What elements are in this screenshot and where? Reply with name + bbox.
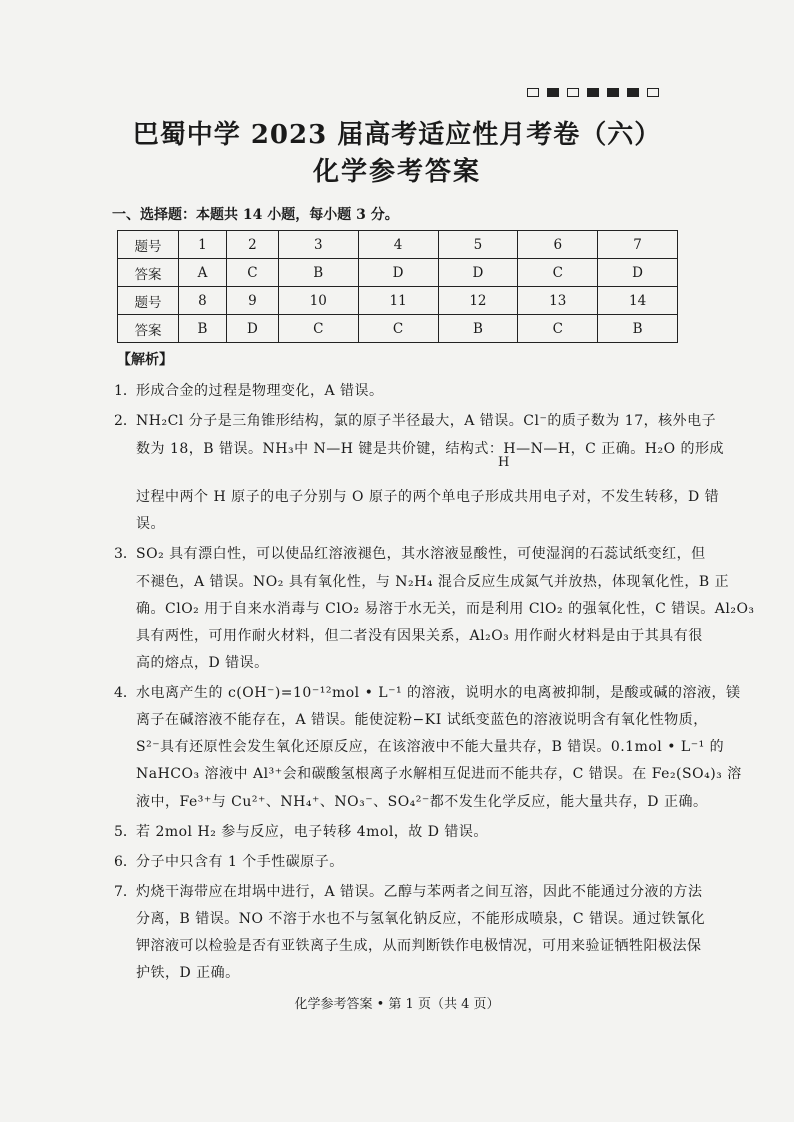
question-number: 1．	[114, 383, 137, 399]
explanation-line: 液中，Fe³⁺与 Cu²⁺、NH₄⁺、NO₃⁻、SO₄²⁻都不发生化学反应，能大量共存，D 正确。	[136, 794, 708, 810]
question-number: 3．	[114, 546, 137, 562]
explanation-line: 过程中两个 H 原子的电子分别与 O 原子的两个单电子形成共用电子对，不发生转移，D 错	[136, 489, 720, 505]
analysis-heading: 【解析】	[117, 352, 173, 368]
table-cell: 2	[226, 231, 278, 259]
table-cell: C	[226, 259, 278, 287]
explanation-line: S²⁻具有还原性会发生氧化还原反应，在该溶液中不能大量共存，B 错误。0.1mol • L⁻¹ 的	[136, 739, 725, 755]
empty-square-mark	[647, 88, 659, 97]
question-number: 5．	[114, 824, 137, 840]
table-cell: A	[179, 259, 227, 287]
explanation-line: 具有两性，可用作耐火材料，但二者没有因果关系，Al₂O₃ 用作耐火材料是由于其具有很	[136, 628, 703, 644]
table-row	[118, 231, 678, 259]
table-cell: 5	[438, 231, 518, 259]
question-number: 2．	[114, 413, 137, 429]
header-marks	[527, 88, 659, 97]
table-cell: C	[358, 315, 438, 343]
table-row-header: 题号	[118, 231, 179, 259]
explanation-line: SO₂ 具有漂白性，可以使品红溶液褪色，其水溶液显酸性，可使湿润的石蕊试纸变红，但	[136, 546, 706, 562]
filled-square-mark	[587, 88, 599, 97]
table-cell: 14	[598, 287, 678, 315]
explanation-line: 钾溶液可以检验是否有亚铁离子生成，从而判断铁作电极情况，可用来验证牺牲阳极法保	[136, 938, 702, 954]
table-row-header: 答案	[118, 259, 179, 287]
table-cell: 9	[226, 287, 278, 315]
explanation-line: NaHCO₃ 溶液中 Al³⁺会和碳酸氢根离子水解相互促进而不能共存，C 错误。在 Fe₂(SO₄)₃ 溶	[136, 766, 742, 782]
filled-square-mark	[607, 88, 619, 97]
table-cell: 6	[518, 231, 598, 259]
explanation-line: 形成合金的过程是物理变化，A 错误。	[136, 383, 384, 399]
table-cell: 3	[278, 231, 358, 259]
answer-table	[117, 230, 678, 343]
table-cell: 11	[358, 287, 438, 315]
table-row-header: 答案	[118, 315, 179, 343]
table-cell: C	[518, 259, 598, 287]
section-heading: 一、选择题：本题共 14 小题，每小题 3 分。	[112, 207, 399, 223]
explanation-line: 误。	[136, 516, 165, 532]
table-row	[118, 259, 678, 287]
explanation-line: 高的熔点，D 错误。	[136, 655, 269, 671]
explanation-line: 护铁，D 正确。	[136, 965, 240, 981]
table-cell: C	[278, 315, 358, 343]
explanation-line: 分子中只含有 1 个手性碳原子。	[136, 854, 344, 870]
table-cell: B	[278, 259, 358, 287]
table-cell: D	[598, 259, 678, 287]
filled-square-mark	[627, 88, 639, 97]
filled-square-mark	[547, 88, 559, 97]
explanation-line: 分离，B 错误。NO 不溶于水也不与氢氧化钠反应，不能形成喷泉，C 错误。通过铁氰化	[136, 911, 706, 927]
explanation-line: 不褪色，A 错误。NO₂ 具有氧化性，与 N₂H₄ 混合反应生成氮气并放热，体现氧化性，B 正	[136, 574, 730, 590]
table-row-header: 题号	[118, 287, 179, 315]
explanation-line: NH₂Cl 分子是三角锥形结构，氯的原子半径最大，A 错误。Cl⁻的质子数为 17，核外电子	[136, 413, 717, 429]
table-cell: B	[438, 315, 518, 343]
table-cell: D	[226, 315, 278, 343]
table-row	[118, 315, 678, 343]
table-cell: 13	[518, 287, 598, 315]
page-subtitle: 化学参考答案	[312, 157, 481, 187]
table-cell: 10	[278, 287, 358, 315]
explanation-line: 若 2mol H₂ 参与反应，电子转移 4mol，故 D 错误。	[136, 824, 488, 840]
table-cell: 1	[179, 231, 227, 259]
question-number: 4．	[114, 685, 137, 701]
explanation-line: 水电离产生的 c(OH⁻)=10⁻¹²mol • L⁻¹ 的溶液，说明水的电离被抑制，是酸或碱的溶液，镁	[136, 685, 741, 701]
page-footer: 化学参考答案 • 第 1 页（共 4 页）	[294, 997, 500, 1012]
empty-square-mark	[527, 88, 539, 97]
question-number: 7．	[114, 884, 137, 900]
table-cell: 8	[179, 287, 227, 315]
question-number: 6．	[114, 854, 137, 870]
table-cell: D	[358, 259, 438, 287]
table-cell: D	[438, 259, 518, 287]
table-cell: 12	[438, 287, 518, 315]
explanation-line: 数为 18，B 错误。NH₃中 N—H 键是共价键，结构式：H—N—H，C 正确。H₂O 的形成	[136, 441, 725, 457]
table-row	[118, 287, 678, 315]
structure-formula-h: H	[498, 455, 510, 470]
empty-square-mark	[567, 88, 579, 97]
table-cell: 7	[598, 231, 678, 259]
explanation-line: 离子在碱溶液不能存在，A 错误。能使淀粉−KI 试纸变蓝色的溶液说明含有氧化性物质，	[136, 712, 708, 728]
table-cell: B	[179, 315, 227, 343]
explanation-line: 灼烧干海带应在坩埚中进行，A 错误。乙醇与苯两者之间互溶，因此不能通过分液的方法	[136, 884, 703, 900]
table-cell: B	[598, 315, 678, 343]
table-cell: 4	[358, 231, 438, 259]
page-title: 巴蜀中学 2023 届高考适应性月考卷（六）	[132, 120, 662, 150]
explanation-line: 确。ClO₂ 用于自来水消毒与 ClO₂ 易溶于水无关，而是利用 ClO₂ 的强氧化性，C 错误。Al₂O₃	[136, 601, 755, 617]
table-cell: C	[518, 315, 598, 343]
